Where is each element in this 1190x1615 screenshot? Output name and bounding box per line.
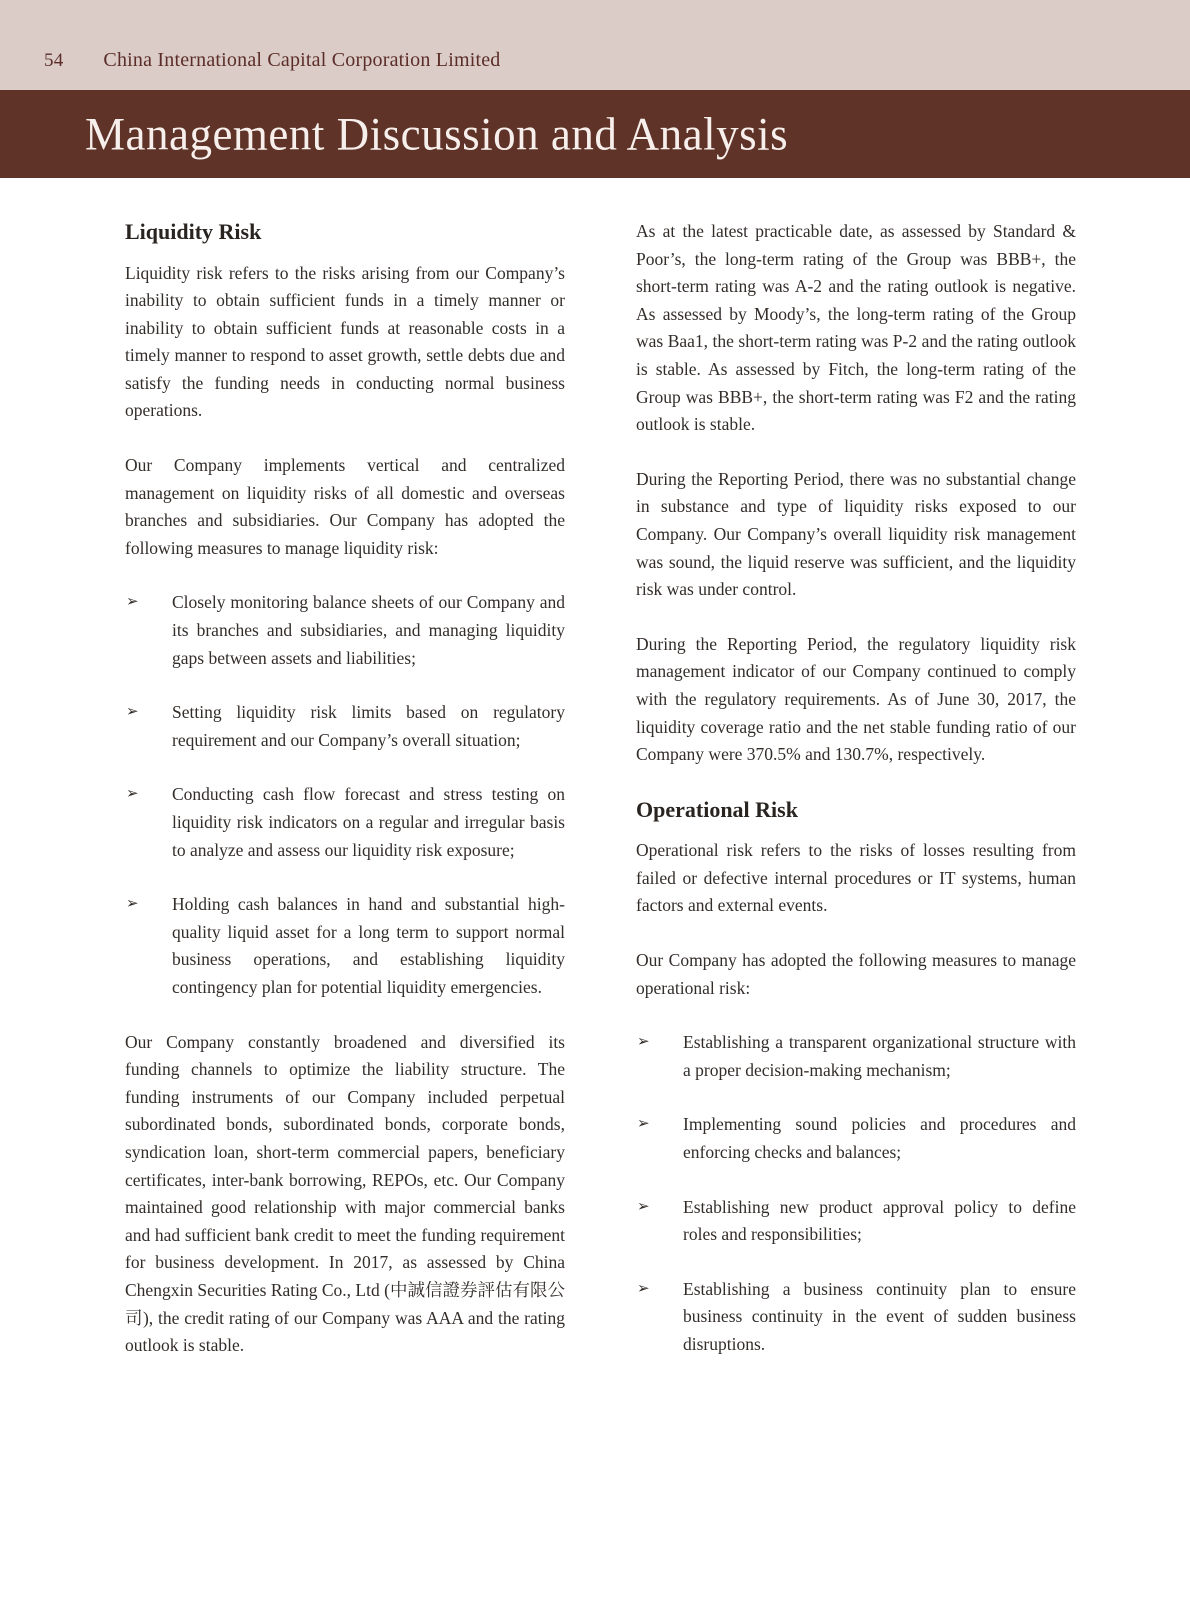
list-item-text: Closely monitoring balance sheets of our Company and its branches and subsidiaries, and managing liquidity gaps between assets and liabilities; (172, 592, 565, 668)
paragraph: Our Company has adopted the following measures to manage operational risk: (636, 949, 1076, 998)
right-column (636, 218, 1076, 1387)
list-item (125, 699, 565, 754)
list-item-text: Conducting cash flow forecast and stress testing on liquidity risk indicators on a regular and irregular basis to analyze and assess our liquidity risk exposure; (172, 784, 565, 860)
arrowhead-bullet-icon: ➢ (637, 1116, 650, 1133)
section-banner (0, 90, 1190, 178)
list-item-text: Setting liquidity risk limits based on regulatory requirement and our Company’s overall situation; (172, 702, 565, 750)
page-header-band (0, 0, 1190, 90)
list-item-text: Holding cash balances in hand and substantial high-quality liquid asset for a long term to support normal business operations, and establishing liquidity contingency plan for potential liquidity emergencies. (172, 894, 565, 997)
paragraph: During the Reporting Period, there was no substantial change in substance and type of liquidity risks exposed to our Company. Our Company’s overall liquidity risk management was sound, the liquid reserve was sufficient, and the liquidity risk was under control. (636, 468, 1076, 600)
list-item (125, 589, 565, 672)
arrowhead-bullet-icon: ➢ (126, 594, 139, 611)
list-item (125, 781, 565, 864)
left-column (125, 218, 565, 1387)
company-name: China International Capital Corporation Limited (103, 49, 501, 71)
page-content (0, 178, 1190, 1387)
page-number: 54 (44, 50, 64, 71)
list-item-text: Establishing a business continuity plan to ensure business continuity in the event of sudden business disruptions. (683, 1278, 1076, 1354)
paragraph: Liquidity risk refers to the risks arising from our Company’s inability to obtain sufficient funds in a timely manner or inability to obtain sufficient funds at reasonable costs in a timely manner to respond to asset growth, settle debts due and satisfy the funding needs in conducting normal business operations. (125, 262, 565, 421)
list-item-text: Establishing new product approval policy to define roles and responsibilities; (683, 1196, 1076, 1245)
paragraph: As at the latest practicable date, as assessed by Standard & Poor’s, the long-term rating of the Group was BBB+, the short-term rating was A-2 and the rating outlook is negative. As assessed by Moody’s, the long-term rating of the Group was Baa1, the short-term rating was P-2 and the rating outlook is stable. As assessed by Fitch, the long-term rating of the Group was BBB+, the short-term rating was F2 and the rating outlook is stable. (636, 221, 1076, 435)
list-item-text: Implementing sound policies and procedures and enforcing checks and balances; (683, 1114, 1076, 1162)
heading-liquidity-risk: Liquidity Risk (125, 219, 262, 244)
list-item (636, 1029, 1076, 1084)
banner-title: Management Discussion and Analysis (85, 108, 789, 160)
arrowhead-bullet-icon: ➢ (637, 1198, 650, 1215)
arrowhead-bullet-icon: ➢ (637, 1034, 650, 1051)
list-item (636, 1276, 1076, 1359)
paragraph: Operational risk refers to the risks of losses resulting from failed or defective internal procedures or IT systems, human factors and external events. (636, 840, 1076, 916)
heading-operational-risk: Operational Risk (636, 796, 798, 822)
arrowhead-bullet-icon: ➢ (637, 1280, 650, 1297)
paragraph: Our Company implements vertical and centralized management on liquidity risks of all domestic and overseas branches and subsidiaries. Our Company has adopted the following measures to manage liquidity risk: (125, 455, 565, 558)
arrowhead-bullet-icon: ➢ (126, 704, 139, 721)
list-item (636, 1194, 1076, 1249)
list-item (636, 1111, 1076, 1166)
list-item (125, 891, 565, 1001)
paragraph: Our Company constantly broadened and diversified its funding channels to optimize the liability structure. The funding instruments of our Company included perpetual subordinated bonds, subordinated bonds, corporate bonds, syndication loan, short-term commercial papers, beneficiary certificates, inter-bank borrowing, REPOs, etc. Our Company maintained good relationship with major commercial banks and had sufficient bank credit to meet the funding requirement for business development. In 2017, as assessed by China Chengxin Securities Rating Co., Ltd (中誠信證券評估有限公司), the credit rating of our Company was AAA and the rating outlook is stable. (125, 1031, 565, 1356)
paragraph: During the Reporting Period, the regulatory liquidity risk management indicator of our Company continued to comply with the regulatory requirements. As of June 30, 2017, the liquidity coverage ratio and the net stable funding ratio of our Company were 370.5% and 130.7%, respectively. (636, 633, 1076, 765)
arrowhead-bullet-icon: ➢ (126, 896, 139, 913)
arrowhead-bullet-icon: ➢ (126, 786, 139, 803)
list-item-text: Establishing a transparent organizational structure with a proper decision-making mechanism; (683, 1032, 1076, 1080)
